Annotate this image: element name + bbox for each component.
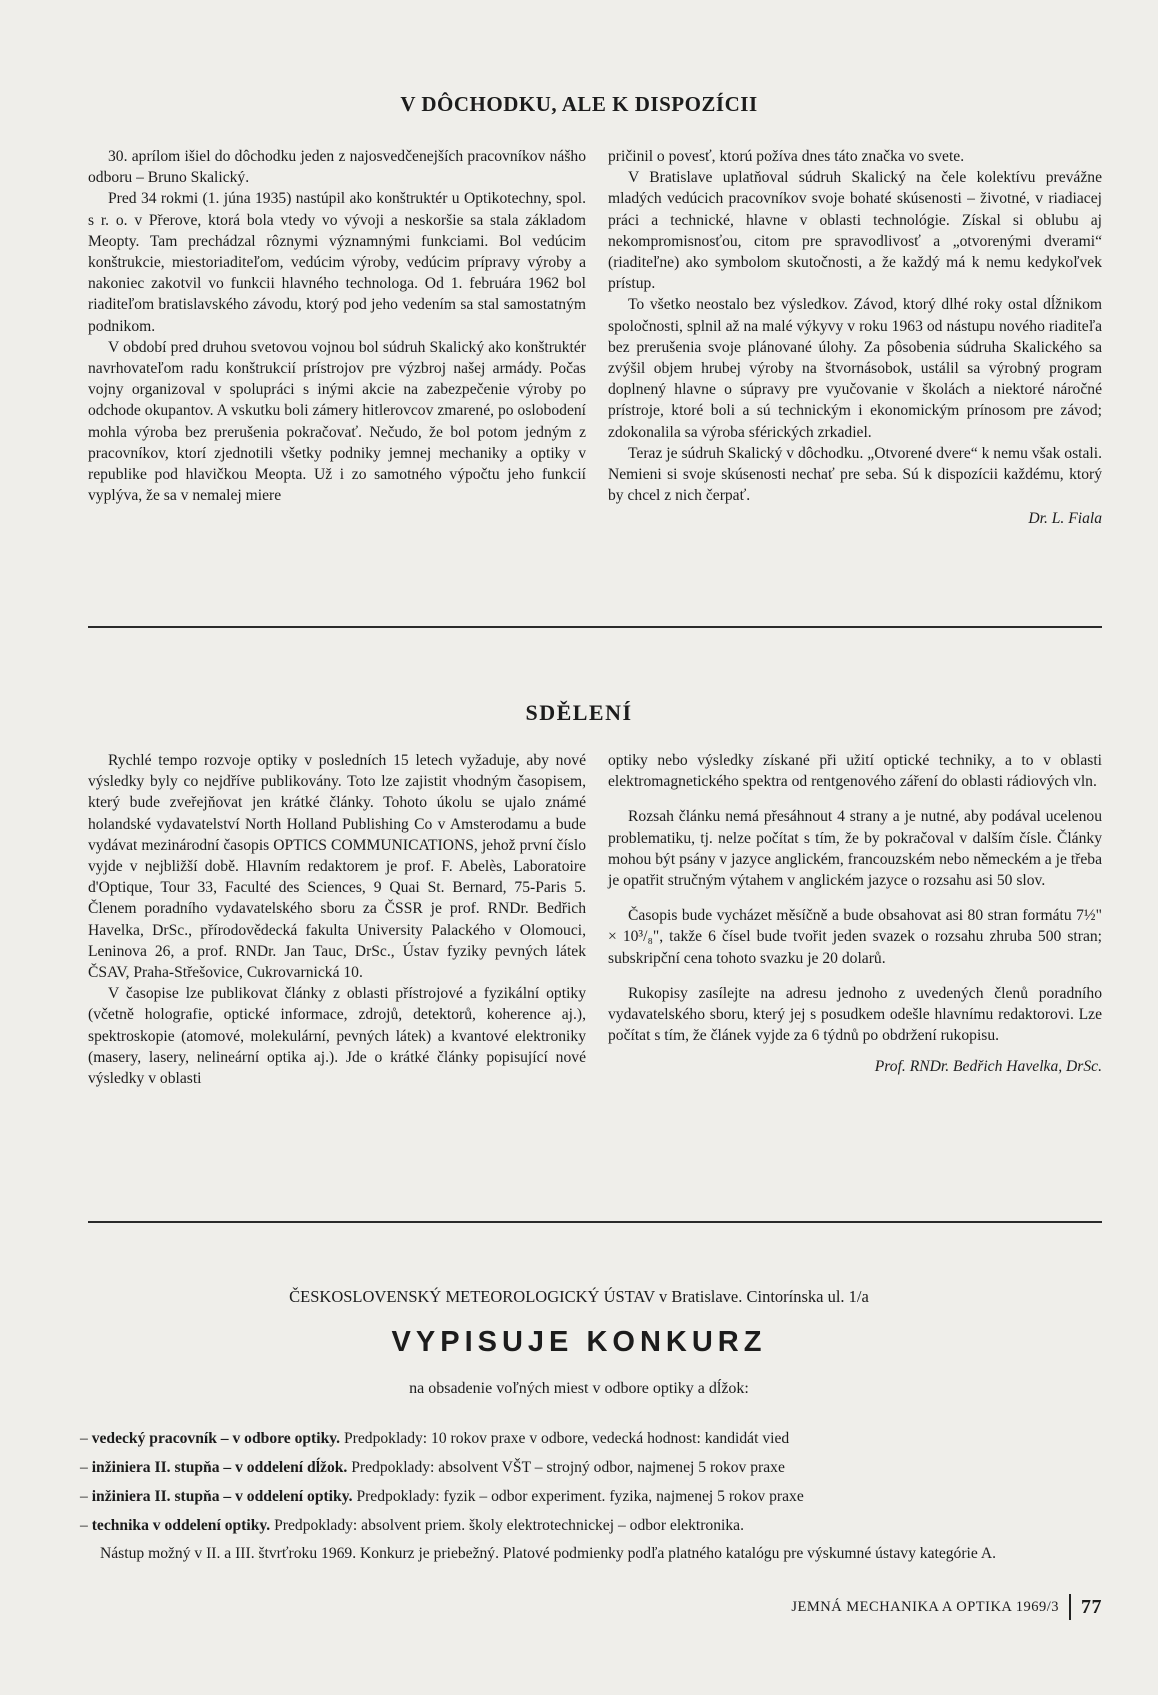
author-signature: Prof. RNDr. Bedřich Havelka, DrSc.: [874, 1058, 1102, 1076]
journal-name: JEMNÁ MECHANIKA A OPTIKA 1969/3: [791, 1598, 1059, 1615]
positions-list: [80, 1424, 1110, 1540]
position-requirements: Predpoklady: absolvent priem. školy elektrotechnickej – odbor elektronika.: [274, 1517, 744, 1534]
article-title-retirement: V DÔCHODKU, ALE K DISPOZÍCII: [400, 92, 758, 116]
paragraph: Rozsah článku nemá přesáhnout 4 strany a je nutné, aby podával ucelenou problematiku, tj. nelze počítat s tím, že by pokračoval v dalším čísle. Články mohou být psány v jazyce anglickém, francouzském nebo německém a je třeba je opatřit stručným výtahem v anglickém jazyce o rozsahu asi 50 slov.: [608, 808, 1102, 890]
position-role: technika v oddelení optiky.: [91, 1517, 271, 1534]
competition-subtitle: na obsadenie voľných miest v odbore optiky a dĺžok:: [409, 1380, 749, 1397]
position-requirements: Predpoklady: 10 rokov praxe v odbore, vedecká hodnost: kandidát vied: [343, 1430, 790, 1447]
section-divider: [88, 1221, 1102, 1223]
article-title-announcement: SDĚLENÍ: [525, 700, 633, 725]
paragraph: Pred 34 rokmi (1. júna 1935) nastúpil ako konštruktér u Optikotechny, spol. s r. o. v Přerove, ktorá bola vtedy vo vývoji a neskoršie sa stala základom Meopty. Tam prechádzal rôznymi významnými funkciami. Bol vedúcim konštrukcie, miestoriaditeľom, vedúcim výroby, vedúcim prípravy výroby a nakoniec zakotvil vo funkcii hlavného technologa. Od 1. februára 1962 bol riaditeľom bratislavského závodu, ktorý pod jeho vedením sa stal samostatným podnikom.: [88, 190, 586, 335]
article2-right-column: [608, 750, 1102, 1078]
paragraph: Rukopisy zasílejte na adresu jednoho z uvedených členů poradního vydavatelského sboru, který jej s posudkem odešle hlavnímu redaktorovi. Lze počítat s tím, že článek vyjde za 6 týdnů po obdržení rukopisu.: [608, 984, 1102, 1045]
paragraph: optiky nebo výsledky získané při užití optické techniky, a to v oblasti elektromagnetického spektra od rentgenového záření do oblasti rádiových vln.: [608, 752, 1102, 791]
list-item: – technika v oddelení optiky. Predpoklady: absolvent priem. školy elektrotechnickej – odbor elektronika.: [80, 1517, 744, 1534]
list-item: – inžiniera II. stupňa – v oddelení optiky. Predpoklady: fyzik – odbor experiment. fyzika, najmenej 5 rokov praxe: [80, 1488, 804, 1505]
article1-right-column: [608, 146, 1102, 530]
institution-line: ČESKOSLOVENSKÝ METEOROLOGICKÝ ÚSTAV v Bratislave. Cintorínska ul. 1/a: [289, 1287, 869, 1306]
list-item: – inžiniera II. stupňa – v oddelení dĺžok. Predpoklady: absolvent VŠT – strojný odbor, najmenej 5 rokov praxe: [80, 1459, 785, 1476]
closing-note: [80, 1544, 1100, 1563]
position-role: vedecký pracovník – v odbore optiky.: [91, 1430, 341, 1447]
section-divider: [88, 626, 1102, 628]
paragraph: V Bratislave uplatňoval súdruh Skalický na čele kolektívu prevážne mladých vedúcich pracovníkov svoje bohaté skúsenosti – životné, v riadiacej práci a technické, hlavne v oblasti technológie. Získal si oblubu aj nekompromisnosťou, citom pre spravodlivosť a „otvorenými dverami“ (riaditeľne) ako symbolom skutočnosti, a že každý má k nemu kedykoľvek prístup.: [608, 169, 1102, 293]
paragraph: To všetko neostalo bez výsledkov. Závod, ktorý dlhé roky ostal dĺžnikom spoločnosti, splnil až na malé výkyvy v roku 1963 od nástupu nového riaditeľa bez prerušenia svoje plánované úlohy. Za pôsobenia súdruha Skalického sa zvýšil objem hrubej výroby na štvornásobok, ustálil sa výrobný program doplnený hlavne o súpravy pre vyučovanie v školách a niektoré náročné prístroje, ktoré boli a sú technickým i ekonomickým prínosom pre závod; zdokonalila sa výroba sférických zrkadiel.: [608, 296, 1102, 441]
footer-separator: [1069, 1594, 1071, 1620]
paragraph: V časopise lze publikovat články z oblasti přístrojové a fyzikální optiky (včetně holografie, optické informace, zdrojů, detektorů, koherence aj.), spektroskopie (atomové, molekulární, pevných látek) a kvantové elektroniky (masery, lasery, nelineární optika aj.). Jde o krátké články popisující nové výsledky v oblasti: [88, 985, 586, 1088]
position-role: inžiniera II. stupňa – v oddelení optiky.: [91, 1488, 353, 1505]
article1-left-column: [88, 146, 586, 506]
paragraph: Rychlé tempo rozvoje optiky v posledních 15 letech vyžaduje, aby nové výsledky byly co nejdříve publikovány. Toto lze zajistit vhodným časopisem, který bude zveřejňovat jen krátké články. Tohoto úkolu se ujalo známé holandské vydavatelství North Holland Publishing Co v Amsterodamu a bude vydávat mezinárodní časopis OPTICS COMMUNICATIONS, jehož první číslo vyjde v nejbližší době. Hlavním redaktorem je prof. F. Abelès, Laboratoire d'Optique, Tour 33, Faculté des Sciences, 9 Quai St. Bernard, 75-Paris 5. Členem poradního vydavatelského sboru za ČSSR je prof. RNDr. Bedřich Havelka, DrSc., přírodovědecká fakulta University Palackého v Olomouci, Leninova 26, a prof. RNDr. Jan Tauc, DrSc., Ústav fyziky pevných látek ČSAV, Praha-Střešovice, Cukrovarnická 10.: [88, 752, 586, 982]
position-requirements: Predpoklady: absolvent VŠT – strojný odbor, najmenej 5 rokov praxe: [351, 1459, 785, 1476]
paragraph: V období pred druhou svetovou vojnou bol súdruh Skalický ako konštruktér navrhovateľom radu konštrukcií prístrojov pre výzbroj našej armády. Počas vojny organizoval v spolupráci s inými akcie na zabezpečenie výroby po odchode okupantov. A vskutku boli zámery hitlerovcov zmarené, po oslobodení mohla výroba bez prerušenia pokračovať. Nečudo, že bol potom jedným z pracovníkov, ktorí zjednotili všetky podniky jemnej mechaniky a optiky v republike pod hlavičkou Meopta. Už i zo samotného výpočtu jeho funkcií vyplýva, že sa v nemalej miere: [88, 338, 586, 505]
paragraph: Nástup možný v II. a III. štvrťroku 1969. Konkurz je priebežný. Platové podmienky podľa platného katalógu pre výskumné ústavy kategórie A.: [100, 1545, 996, 1562]
position-requirements: Predpoklady: fyzik – odbor experiment. fyzika, najmenej 5 rokov praxe: [356, 1488, 804, 1505]
position-role: inžiniera II. stupňa – v oddelení dĺžok.: [91, 1459, 348, 1476]
page-footer: [791, 1594, 1102, 1620]
list-item: – vedecký pracovník – v odbore optiky. Predpoklady: 10 rokov praxe v odbore, vedecká hodnost: kandidát vied: [80, 1430, 790, 1447]
paragraph: Časopis bude vycházet měsíčně a bude obsahovat asi 80 stran formátu 7½" × 10³/₈", takže 6 čísel bude tvořit jeden svazek o rozsahu zhruba 500 stran; subskripční cena tohoto svazku je 20 dolarů.: [608, 907, 1102, 967]
paragraph: 30. aprílom išiel do dôchodku jeden z najosvedčenejších pracovníkov nášho odboru – Bruno Skalický.: [88, 148, 586, 187]
page-number: 77: [1081, 1595, 1102, 1618]
author-signature: Dr. L. Fiala: [1028, 510, 1102, 528]
competition-title: VYPISUJE KONKURZ: [391, 1326, 767, 1358]
article2-left-column: [88, 750, 586, 1089]
paragraph: Teraz je súdruh Skalický v dôchodku. „Otvorené dvere“ k nemu však ostali. Nemieni si svoje skúsenosti nechať pre seba. Sú k dispozícii každému, ktorý by chcel z nich čerpať.: [608, 444, 1102, 505]
paragraph: pričinil o povesť, ktorú požíva dnes táto značka vo svete.: [608, 148, 965, 165]
